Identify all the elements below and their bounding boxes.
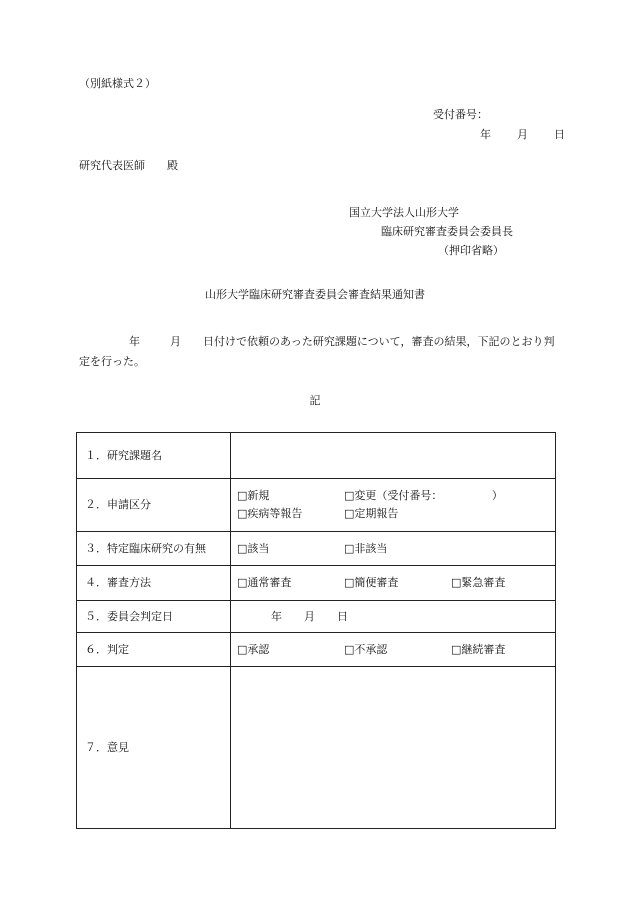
date-year: 年: [480, 128, 491, 141]
checkbox-new[interactable]: □新規: [237, 489, 270, 502]
receipt-number-label: 受付番号：: [433, 108, 488, 121]
section-mark: 記: [309, 394, 321, 407]
sender-title: 臨床研究審査委員会委員長: [381, 225, 513, 238]
body-month: 月: [170, 335, 181, 348]
document-title: 山形大学臨床研究審査委員会審査結果通知書: [205, 288, 425, 301]
table-row: [77, 601, 556, 633]
checkbox-disease-report[interactable]: □疾病等報告: [237, 507, 303, 520]
checkbox-urgent-review[interactable]: □緊急審査: [451, 576, 506, 589]
review-result-table: [76, 432, 556, 829]
checkbox-continued-review[interactable]: □継続審査: [451, 642, 506, 656]
row-label: ６．判定: [77, 633, 231, 667]
body-year: 年: [129, 335, 140, 348]
checkbox-simple-review[interactable]: □簡便審査: [344, 576, 399, 589]
research-title-cell[interactable]: [231, 433, 556, 479]
row-label: ２．申請区分: [77, 479, 231, 532]
body-text: 日付けで依頼のあった研究課題について，審査の結果，下記のとおり判定を行った。: [79, 335, 555, 368]
body-paragraph: [79, 332, 559, 372]
table-row: [77, 667, 556, 829]
table-row: [77, 433, 556, 479]
opinion-cell[interactable]: [231, 667, 556, 829]
table-row: [77, 479, 556, 532]
checkbox-approved[interactable]: □承認: [237, 642, 270, 656]
seal-omitted-note: （押印省略）: [438, 244, 504, 257]
table-row: [77, 532, 556, 566]
review-method-cell: [231, 566, 556, 601]
addressee: 研究代表医師 殿: [79, 159, 178, 172]
sender-organization: 国立大学法人山形大学: [349, 206, 459, 219]
checkbox-applicable[interactable]: □該当: [237, 541, 270, 555]
decision-date-cell: [231, 601, 556, 633]
row-label: ５．委員会判定日: [77, 601, 231, 633]
row-label: ７．意見: [77, 667, 231, 829]
issue-date: [480, 128, 565, 142]
checkbox-normal-review[interactable]: □通常審査: [237, 576, 292, 589]
date-month: 月: [517, 128, 528, 141]
table-row: [77, 633, 556, 667]
row-label: １．研究課題名: [77, 433, 231, 479]
decision-cell: [231, 633, 556, 667]
application-type-cell: [231, 479, 556, 532]
checkbox-not-applicable[interactable]: □非該当: [344, 541, 388, 555]
table-row: [77, 566, 556, 601]
row-label: ３．特定臨床研究の有無: [77, 532, 231, 566]
row-label: ４．審査方法: [77, 566, 231, 601]
form-identifier: （別紙様式２）: [79, 77, 156, 90]
checkbox-periodic-report[interactable]: □定期報告: [344, 507, 399, 520]
date-day: 日: [554, 128, 565, 141]
checkbox-change[interactable]: □変更（受付番号： ）: [344, 489, 503, 502]
checkbox-rejected[interactable]: □不承認: [344, 642, 388, 656]
specified-research-cell: [231, 532, 556, 566]
decision-date: 年 月 日: [271, 609, 348, 623]
